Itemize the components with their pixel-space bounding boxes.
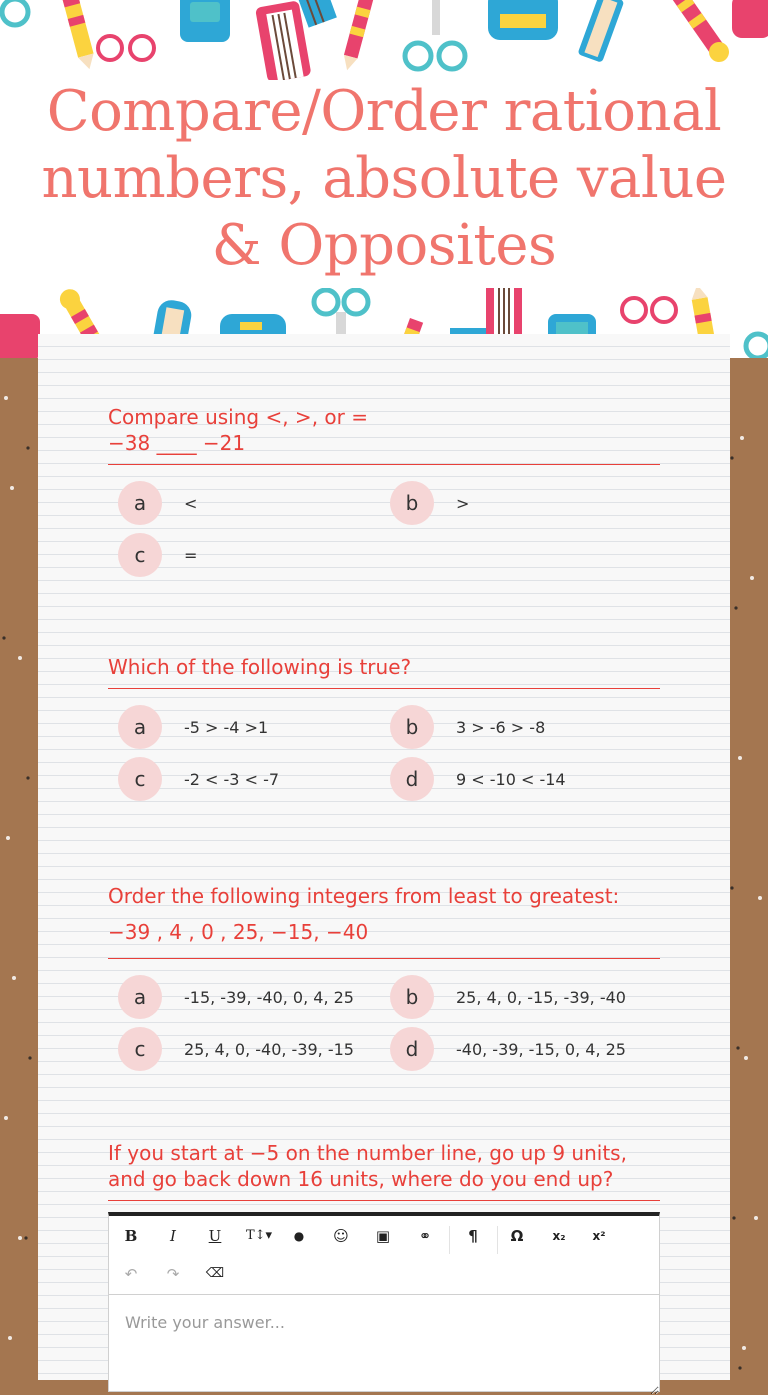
option-c[interactable] bbox=[118, 1027, 388, 1071]
option-a[interactable] bbox=[118, 481, 388, 525]
option-c[interactable] bbox=[118, 533, 388, 577]
text-size-dropdown[interactable]: T↕▾ bbox=[245, 1228, 273, 1243]
option-b[interactable] bbox=[390, 481, 660, 525]
question-prompt bbox=[108, 1140, 660, 1201]
option-text: = bbox=[184, 545, 198, 565]
option-text: 9 < -10 < -14 bbox=[456, 769, 566, 789]
option-text: -2 < -3 < -7 bbox=[184, 769, 280, 789]
option-text: 3 > -6 > -8 bbox=[456, 717, 546, 737]
prompt-line: If you start at −5 on the number line, go up 9 units, bbox=[108, 1141, 627, 1165]
option-letter: b bbox=[390, 705, 434, 749]
subscript-button[interactable]: x₂ bbox=[552, 1229, 566, 1243]
option-text: 25, 4, 0, -40, -39, -15 bbox=[184, 1039, 354, 1059]
toolbar-divider bbox=[497, 1226, 498, 1254]
page-title: Compare/Order rational numbers, absolute value & Opposites bbox=[41, 79, 727, 278]
option-b[interactable] bbox=[390, 705, 660, 749]
option-letter: c bbox=[118, 533, 162, 577]
question-3 bbox=[108, 878, 660, 1085]
question-4 bbox=[108, 1140, 660, 1201]
option-text: -40, -39, -15, 0, 4, 25 bbox=[456, 1039, 626, 1059]
paragraph-icon[interactable]: ¶ bbox=[468, 1227, 478, 1245]
option-c[interactable] bbox=[118, 757, 388, 801]
answer-options bbox=[108, 975, 660, 1085]
prompt-line: Which of the following is true? bbox=[108, 655, 412, 679]
emoji-icon[interactable]: ☺ bbox=[333, 1227, 349, 1245]
text-color-icon[interactable]: ● bbox=[293, 1229, 305, 1243]
toolbar-divider bbox=[449, 1226, 450, 1254]
superscript-button[interactable]: x² bbox=[592, 1229, 606, 1243]
bold-button[interactable]: B bbox=[124, 1227, 138, 1245]
option-letter: a bbox=[118, 975, 162, 1019]
italic-button[interactable]: I bbox=[170, 1227, 176, 1245]
question-prompt bbox=[108, 654, 660, 689]
question-prompt bbox=[108, 878, 660, 959]
option-d[interactable] bbox=[390, 1027, 660, 1071]
option-text: < bbox=[184, 493, 198, 513]
prompt-line: and go back down 16 units, where do you end up? bbox=[108, 1167, 614, 1191]
undo-icon[interactable]: ↶ bbox=[124, 1265, 138, 1283]
link-icon[interactable]: ⚭ bbox=[418, 1227, 432, 1245]
option-letter: a bbox=[118, 705, 162, 749]
special-characters-icon[interactable]: Ω bbox=[510, 1227, 524, 1245]
option-letter: d bbox=[390, 1027, 434, 1071]
option-text: 25, 4, 0, -15, -39, -40 bbox=[456, 987, 626, 1007]
header-banner bbox=[0, 0, 768, 358]
option-d[interactable] bbox=[390, 757, 660, 801]
option-b[interactable] bbox=[390, 975, 660, 1019]
prompt-line: −39 , 4 , 0 , 25, −15, −40 bbox=[108, 920, 369, 944]
question-2 bbox=[108, 654, 660, 815]
underline-button[interactable]: U bbox=[208, 1227, 222, 1245]
option-a[interactable] bbox=[118, 975, 388, 1019]
option-letter: b bbox=[390, 481, 434, 525]
answer-options bbox=[108, 481, 660, 591]
editor-toolbar bbox=[109, 1216, 659, 1295]
option-text: -15, -39, -40, 0, 4, 25 bbox=[184, 987, 354, 1007]
eraser-icon[interactable]: ⌫ bbox=[205, 1266, 225, 1281]
option-text: > bbox=[456, 493, 470, 513]
answer-input[interactable] bbox=[109, 1295, 659, 1395]
option-text: -5 > -4 >1 bbox=[184, 717, 269, 737]
prompt-line: −38 ____ −21 bbox=[108, 431, 246, 455]
option-letter: b bbox=[390, 975, 434, 1019]
decorative-supplies-top bbox=[0, 0, 768, 80]
image-icon[interactable]: ▣ bbox=[375, 1227, 391, 1245]
redo-icon[interactable]: ↷ bbox=[166, 1265, 180, 1283]
question-1 bbox=[108, 404, 660, 591]
prompt-line: Order the following integers from least to greatest: bbox=[108, 884, 620, 908]
option-letter: c bbox=[118, 1027, 162, 1071]
question-prompt bbox=[108, 404, 660, 465]
answer-options bbox=[108, 705, 660, 815]
option-letter: c bbox=[118, 757, 162, 801]
option-letter: a bbox=[118, 481, 162, 525]
option-letter: d bbox=[390, 757, 434, 801]
prompt-line: Compare using <, >, or = bbox=[108, 405, 368, 429]
option-a[interactable] bbox=[118, 705, 388, 749]
answer-editor bbox=[108, 1212, 660, 1392]
